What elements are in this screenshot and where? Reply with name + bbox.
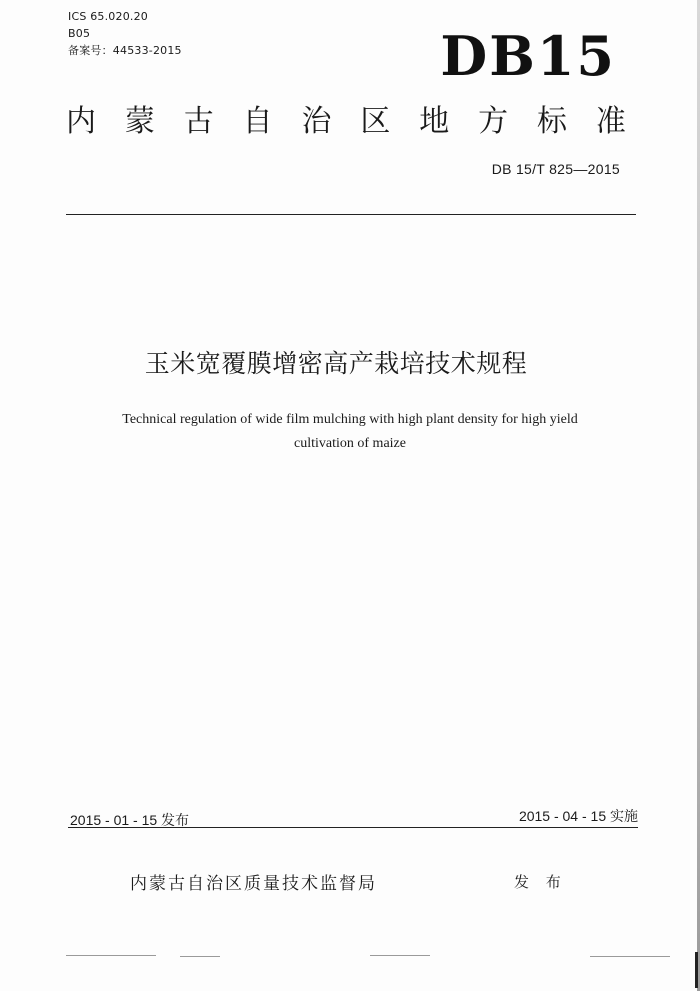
db15-logo: DB15 xyxy=(440,24,616,88)
scan-speck xyxy=(180,956,220,957)
standard-type-char: 区 xyxy=(360,104,391,139)
standard-type-char: 标 xyxy=(537,104,567,139)
standard-type-char: 方 xyxy=(478,104,509,139)
standard-type-char: 治 xyxy=(301,104,332,139)
date-row xyxy=(68,806,638,828)
issue-action: 发 布 xyxy=(514,873,567,891)
standard-number: DB 15/T 825—2015 xyxy=(491,161,620,177)
ics-code: ICS 65.020.20 xyxy=(68,10,148,23)
scan-edge-mark xyxy=(695,952,698,988)
standard-type-char: 准 xyxy=(595,104,626,139)
scan-speck xyxy=(66,955,156,956)
record-number: 备案号：44533-2015 xyxy=(68,44,182,57)
document-title-cn-text: 玉米宽覆膜增密高产栽培技术规程 xyxy=(144,349,528,378)
standard-type-char: 内 xyxy=(66,104,96,139)
classification-block xyxy=(68,8,182,59)
standard-type-char: 古 xyxy=(183,104,214,139)
scan-speck xyxy=(370,955,430,956)
document-title-en-line1: Technical regulation of wide film mulching with high plant density for high yield xyxy=(122,412,578,427)
standard-type-title xyxy=(66,102,626,142)
issue-date: 2015 - 01 - 15 发布 xyxy=(70,812,190,828)
ccs-code: B05 xyxy=(68,27,91,40)
scan-speck xyxy=(590,956,670,957)
issuing-authority: 内蒙古自治区质量技术监督局 xyxy=(130,874,377,894)
standard-type-char: 地 xyxy=(419,104,450,139)
document-title-en xyxy=(60,408,640,456)
document-title-en-line2: cultivation of maize xyxy=(294,436,406,451)
standard-type-char: 蒙 xyxy=(124,104,155,139)
implementation-date: 2015 - 04 - 15 实施 xyxy=(518,808,638,824)
footer-divider xyxy=(68,827,638,828)
header-divider xyxy=(66,214,636,215)
document-title-cn xyxy=(0,346,700,382)
standard-type-char: 自 xyxy=(242,104,273,139)
